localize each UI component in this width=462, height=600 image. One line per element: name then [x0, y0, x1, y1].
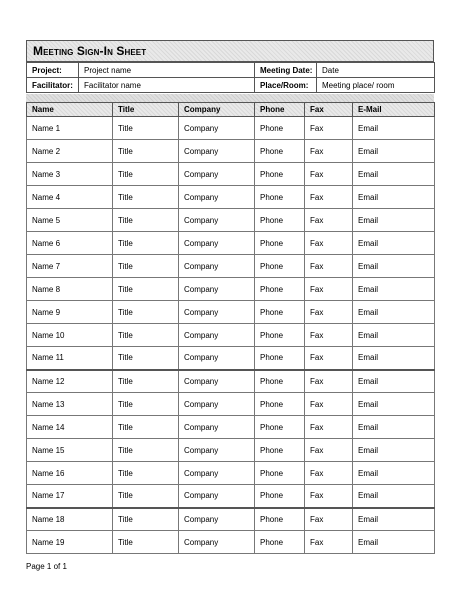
- cell-company[interactable]: Company: [179, 393, 255, 416]
- cell-company[interactable]: Company: [179, 255, 255, 278]
- sign-in-table: [26, 102, 435, 554]
- cell-title[interactable]: Title: [113, 278, 179, 301]
- table-row: [27, 485, 435, 508]
- cell-company[interactable]: Company: [179, 209, 255, 232]
- cell-email[interactable]: Email: [353, 531, 435, 554]
- section-divider: [26, 94, 434, 102]
- cell-company[interactable]: Company: [179, 347, 255, 370]
- cell-fax[interactable]: Fax: [305, 209, 353, 232]
- cell-fax[interactable]: Fax: [305, 278, 353, 301]
- facilitator-value[interactable]: Facilitator name: [79, 78, 255, 93]
- column-header-company: Company: [179, 103, 255, 117]
- table-row: [27, 531, 435, 554]
- cell-title[interactable]: Title: [113, 255, 179, 278]
- column-header-name: Name: [27, 103, 113, 117]
- cell-fax[interactable]: Fax: [305, 531, 353, 554]
- info-row-facilitator: [27, 78, 435, 93]
- cell-company[interactable]: Company: [179, 508, 255, 531]
- cell-name[interactable]: Name 19: [27, 531, 113, 554]
- cell-fax[interactable]: Fax: [305, 324, 353, 347]
- cell-phone[interactable]: Phone: [255, 301, 305, 324]
- cell-name[interactable]: Name 14: [27, 416, 113, 439]
- cell-fax[interactable]: Fax: [305, 232, 353, 255]
- cell-name[interactable]: Name 18: [27, 508, 113, 531]
- cell-fax[interactable]: Fax: [305, 416, 353, 439]
- column-header-fax: Fax: [305, 103, 353, 117]
- cell-fax[interactable]: Fax: [305, 347, 353, 370]
- table-row: [27, 117, 435, 140]
- table-row: [27, 163, 435, 186]
- cell-fax[interactable]: Fax: [305, 462, 353, 485]
- column-header-title: Title: [113, 103, 179, 117]
- table-row: [27, 209, 435, 232]
- cell-name[interactable]: Name 13: [27, 393, 113, 416]
- project-label: Project:: [27, 63, 79, 78]
- cell-company[interactable]: Company: [179, 232, 255, 255]
- cell-phone[interactable]: Phone: [255, 462, 305, 485]
- cell-fax[interactable]: Fax: [305, 255, 353, 278]
- cell-name[interactable]: Name 3: [27, 163, 113, 186]
- cell-phone[interactable]: Phone: [255, 347, 305, 370]
- cell-email[interactable]: Email: [353, 462, 435, 485]
- cell-name[interactable]: Name 2: [27, 140, 113, 163]
- cell-title[interactable]: Title: [113, 117, 179, 140]
- cell-title[interactable]: Title: [113, 301, 179, 324]
- cell-company[interactable]: Company: [179, 416, 255, 439]
- table-row: [27, 347, 435, 370]
- cell-phone[interactable]: Phone: [255, 370, 305, 393]
- cell-title[interactable]: Title: [113, 485, 179, 508]
- cell-company[interactable]: Company: [179, 485, 255, 508]
- table-row: [27, 232, 435, 255]
- info-row-project: [27, 63, 435, 78]
- column-header-email: E-Mail: [353, 103, 435, 117]
- cell-title[interactable]: Title: [113, 186, 179, 209]
- meeting-date-label: Meeting Date:: [255, 63, 317, 78]
- cell-email[interactable]: Email: [353, 163, 435, 186]
- cell-company[interactable]: Company: [179, 370, 255, 393]
- cell-fax[interactable]: Fax: [305, 186, 353, 209]
- page-number: Page 1 of 1: [26, 562, 67, 571]
- cell-title[interactable]: Title: [113, 370, 179, 393]
- table-row: [27, 462, 435, 485]
- cell-title[interactable]: Title: [113, 163, 179, 186]
- cell-email[interactable]: Email: [353, 186, 435, 209]
- cell-email[interactable]: Email: [353, 140, 435, 163]
- cell-company[interactable]: Company: [179, 531, 255, 554]
- cell-title[interactable]: Title: [113, 209, 179, 232]
- cell-phone[interactable]: Phone: [255, 140, 305, 163]
- cell-fax[interactable]: Fax: [305, 370, 353, 393]
- cell-name[interactable]: Name 1: [27, 117, 113, 140]
- cell-email[interactable]: Email: [353, 301, 435, 324]
- cell-email[interactable]: Email: [353, 485, 435, 508]
- cell-name[interactable]: Name 7: [27, 255, 113, 278]
- cell-email[interactable]: Email: [353, 278, 435, 301]
- cell-email[interactable]: Email: [353, 232, 435, 255]
- cell-email[interactable]: Email: [353, 508, 435, 531]
- cell-phone[interactable]: Phone: [255, 531, 305, 554]
- table-row: [27, 393, 435, 416]
- cell-fax[interactable]: Fax: [305, 163, 353, 186]
- cell-title[interactable]: Title: [113, 462, 179, 485]
- cell-name[interactable]: Name 9: [27, 301, 113, 324]
- cell-title[interactable]: Title: [113, 439, 179, 462]
- cell-fax[interactable]: Fax: [305, 393, 353, 416]
- cell-phone[interactable]: Phone: [255, 278, 305, 301]
- cell-phone[interactable]: Phone: [255, 485, 305, 508]
- cell-fax[interactable]: Fax: [305, 140, 353, 163]
- cell-email[interactable]: Email: [353, 255, 435, 278]
- cell-company[interactable]: Company: [179, 278, 255, 301]
- cell-fax[interactable]: Fax: [305, 117, 353, 140]
- cell-phone[interactable]: Phone: [255, 209, 305, 232]
- cell-phone[interactable]: Phone: [255, 508, 305, 531]
- cell-fax[interactable]: Fax: [305, 301, 353, 324]
- meeting-info-table: [26, 62, 435, 93]
- cell-fax[interactable]: Fax: [305, 508, 353, 531]
- cell-company[interactable]: Company: [179, 186, 255, 209]
- cell-company[interactable]: Company: [179, 140, 255, 163]
- cell-company[interactable]: Company: [179, 301, 255, 324]
- cell-email[interactable]: Email: [353, 324, 435, 347]
- table-row: [27, 324, 435, 347]
- cell-name[interactable]: Name 15: [27, 439, 113, 462]
- place-value[interactable]: Meeting place/ room: [317, 78, 435, 93]
- cell-name[interactable]: Name 5: [27, 209, 113, 232]
- cell-name[interactable]: Name 12: [27, 370, 113, 393]
- cell-title[interactable]: Title: [113, 531, 179, 554]
- cell-title[interactable]: Title: [113, 508, 179, 531]
- cell-name[interactable]: Name 4: [27, 186, 113, 209]
- cell-company[interactable]: Company: [179, 324, 255, 347]
- cell-phone[interactable]: Phone: [255, 416, 305, 439]
- cell-title[interactable]: Title: [113, 140, 179, 163]
- cell-phone[interactable]: Phone: [255, 255, 305, 278]
- meeting-date-value[interactable]: Date: [317, 63, 435, 78]
- table-row: [27, 439, 435, 462]
- table-row: [27, 255, 435, 278]
- cell-phone[interactable]: Phone: [255, 117, 305, 140]
- cell-title[interactable]: Title: [113, 416, 179, 439]
- table-row: [27, 508, 435, 531]
- cell-company[interactable]: Company: [179, 163, 255, 186]
- cell-phone[interactable]: Phone: [255, 324, 305, 347]
- table-row: [27, 278, 435, 301]
- page-title: Meeting Sign-In Sheet: [33, 44, 147, 58]
- cell-name[interactable]: Name 6: [27, 232, 113, 255]
- column-header-phone: Phone: [255, 103, 305, 117]
- table-row: [27, 186, 435, 209]
- cell-name[interactable]: Name 10: [27, 324, 113, 347]
- table-row: [27, 301, 435, 324]
- cell-phone[interactable]: Phone: [255, 232, 305, 255]
- cell-company[interactable]: Company: [179, 117, 255, 140]
- table-row: [27, 416, 435, 439]
- project-value[interactable]: Project name: [79, 63, 255, 78]
- cell-name[interactable]: Name 17: [27, 485, 113, 508]
- cell-phone[interactable]: Phone: [255, 393, 305, 416]
- table-row: [27, 140, 435, 163]
- cell-title[interactable]: Title: [113, 393, 179, 416]
- cell-phone[interactable]: Phone: [255, 163, 305, 186]
- facilitator-label: Facilitator:: [27, 78, 79, 93]
- cell-title[interactable]: Title: [113, 324, 179, 347]
- cell-email[interactable]: Email: [353, 416, 435, 439]
- cell-name[interactable]: Name 16: [27, 462, 113, 485]
- cell-title[interactable]: Title: [113, 347, 179, 370]
- cell-fax[interactable]: Fax: [305, 439, 353, 462]
- place-label: Place/Room:: [255, 78, 317, 93]
- table-row: [27, 370, 435, 393]
- cell-email[interactable]: Email: [353, 347, 435, 370]
- cell-email[interactable]: Email: [353, 393, 435, 416]
- cell-email[interactable]: Email: [353, 370, 435, 393]
- cell-phone[interactable]: Phone: [255, 186, 305, 209]
- cell-email[interactable]: Email: [353, 439, 435, 462]
- cell-email[interactable]: Email: [353, 117, 435, 140]
- cell-phone[interactable]: Phone: [255, 439, 305, 462]
- cell-email[interactable]: Email: [353, 209, 435, 232]
- cell-name[interactable]: Name 8: [27, 278, 113, 301]
- cell-name[interactable]: Name 11: [27, 347, 113, 370]
- cell-company[interactable]: Company: [179, 462, 255, 485]
- title-bar: [26, 40, 434, 62]
- table-header-row: [27, 103, 435, 117]
- cell-fax[interactable]: Fax: [305, 485, 353, 508]
- cell-title[interactable]: Title: [113, 232, 179, 255]
- cell-company[interactable]: Company: [179, 439, 255, 462]
